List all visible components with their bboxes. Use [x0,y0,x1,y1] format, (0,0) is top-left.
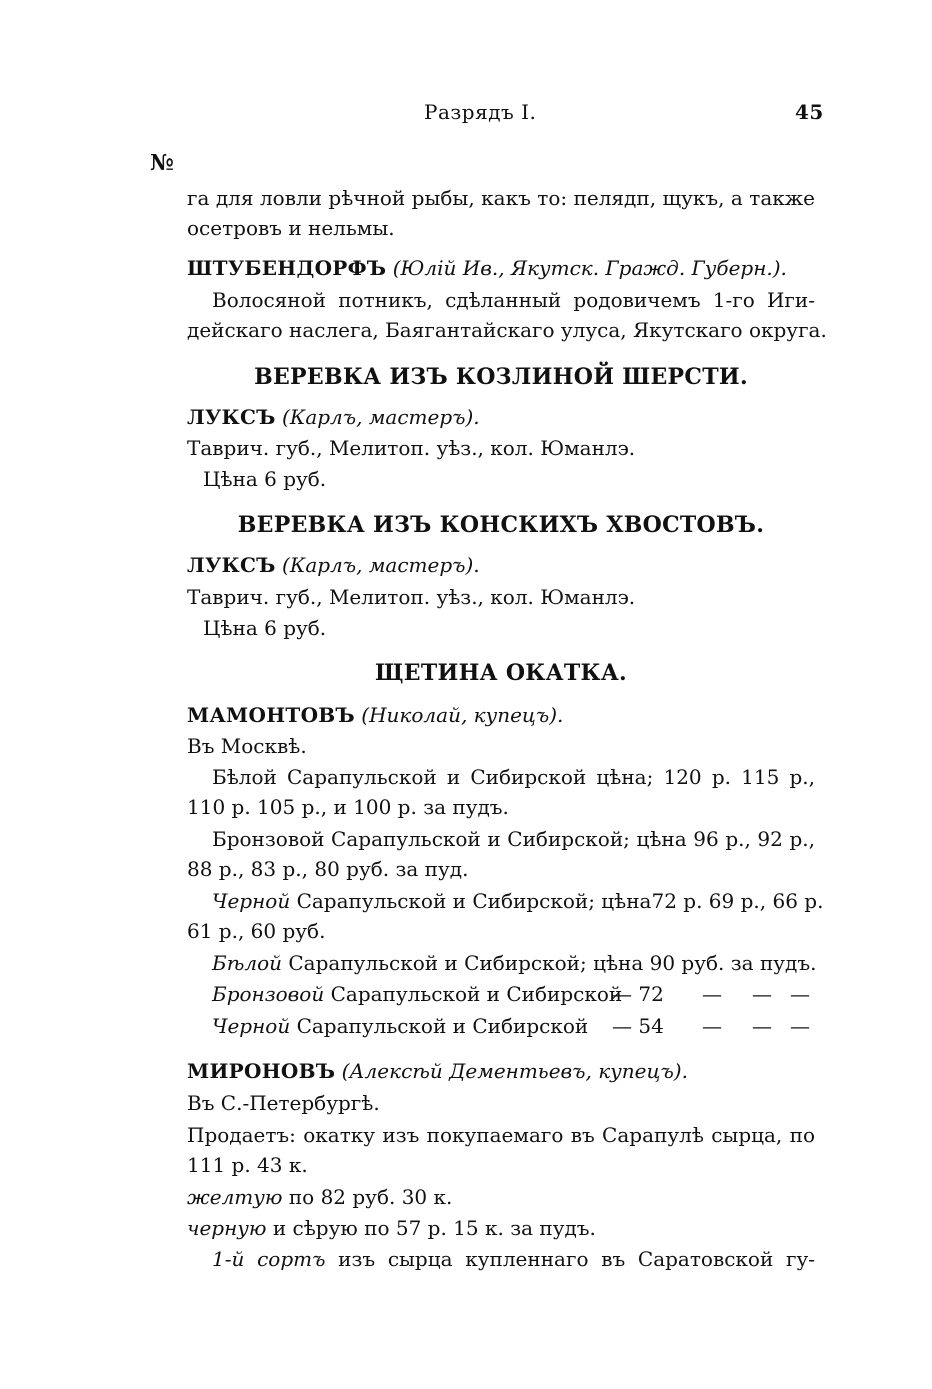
mamontov-white-2: 110 р. 105 р., и 100 р. за пудъ. [187,795,509,819]
mamontov-row-bronze [212,979,815,1009]
intro-line-2: осетровъ и нельмы. [187,216,395,240]
color-label: черную [187,1216,267,1240]
luks-place-2: Таврич. губ., Мелитоп. уѣз., кол. Юманлэ. [187,585,636,609]
exhibitor-name: ЛУКСЪ [187,553,276,577]
color-label: Черной [212,889,291,913]
color-label: Черной [212,1014,291,1038]
shtubendorf-entry [187,253,815,283]
mamontov-black-1 [212,886,824,916]
number-sign: № [150,150,174,176]
mironov-line-yellow [187,1182,815,1212]
mamontov-white-1: Бѣлой Сарапульской и Сибирской цѣна; 120 р. 115 р., [212,765,815,789]
price-value: — 54 [612,1014,664,1038]
ditto-dash: — [752,982,772,1006]
grade-label: 1-й сортъ [212,1247,326,1271]
luks-entry-2 [187,550,815,580]
exhibitor-details: (Николай, купецъ). [361,703,564,727]
price-text: по 82 руб. 30 к. [288,1185,453,1209]
section-heading-horse: ВЕРЕВКА ИЗЪ КОНСКИХЪ ХВОСТОВЪ. [237,512,765,538]
exhibitor-details: (Алексѣй Дементьевъ, купецъ). [341,1059,688,1083]
intro-line-1: га для ловли рѣчной рыбы, какъ то: пелядп, щукъ, а также [187,186,815,210]
mironov-line-1: Продаетъ: окатку изъ покупаемаго въ Сарапулѣ сырца, по [187,1123,815,1147]
mironov-line-black [187,1213,815,1243]
exhibitor-details: (Карлъ, мастеръ). [282,405,480,429]
section-heading-bristle: ЩЕТИНА ОКАТКА. [375,660,627,686]
shtubendorf-desc-1: Волосяной потникъ, сдѣланный родовичемъ 1-го Иги- [212,288,815,312]
mamontov-entry [187,700,815,730]
ditto-dash: — [790,982,810,1006]
mironov-entry [187,1056,815,1086]
price-text: Сарапульской и Сибирской; цѣна72 р. 69 р., 66 р. [296,889,824,913]
exhibitor-details: (Карлъ, мастеръ). [282,553,480,577]
exhibitor-name: МИРОНОВЪ [187,1059,336,1083]
mamontov-place: Въ Москвѣ. [187,734,307,758]
exhibitor-name: ЛУКСЪ [187,405,276,429]
exhibitor-details: (Юлій Ив., Якутск. Гражд. Губерн.). [392,256,787,280]
mamontov-bronze-1: Бронзовой Сарапульской и Сибирской; цѣна 96 р., 92 р., [212,827,815,851]
ditto-dash: — [790,1014,810,1038]
mironov-line-grade [212,1244,815,1274]
luks-price-2: Цѣна 6 руб. [203,616,327,640]
exhibitor-name: МАМОНТОВЪ [187,703,355,727]
section-heading-goat: ВЕРЕВКА ИЗЪ КОЗЛИНОЙ ШЕРСТИ. [254,364,748,390]
mamontov-row-white [212,948,815,978]
price-text: Сарапульской и Сибирской [330,982,623,1006]
luks-entry-1 [187,402,815,432]
color-label: Бронзовой [212,982,325,1006]
mamontov-black-2: 61 р., 60 руб. [187,919,326,943]
luks-price-1: Цѣна 6 руб. [203,467,327,491]
price-text: Сарапульской и Сибирской [296,1014,589,1038]
ditto-dash: — [702,1014,722,1038]
shtubendorf-desc-2: дейскаго наслега, Баягантайскаго улуса, Якутскаго округа. [187,318,827,342]
ditto-dash: — [752,1014,772,1038]
mironov-line-2: 111 р. 43 к. [187,1153,308,1177]
ditto-dash: — [702,982,722,1006]
mamontov-row-black [212,1011,815,1041]
price-text: и сѣрую по 57 р. 15 к. за пудъ. [272,1216,596,1240]
mamontov-bronze-2: 88 р., 83 р., 80 руб. за пуд. [187,857,469,881]
section-header: Разрядъ I. [424,100,537,124]
price-value: — 72 [612,982,664,1006]
grade-text: изъ сырца купленнаго въ Саратовской гу- [338,1247,816,1271]
mironov-place: Въ С.-Петербургѣ. [187,1091,380,1115]
price-text: Сарапульской и Сибирской; цѣна 90 руб. за пудъ. [288,951,817,975]
page-number: 45 [795,100,824,124]
color-label: желтую [187,1185,283,1209]
exhibitor-name: ШТУБЕНДОРФЪ [187,256,387,280]
color-label: Бѣлой [212,951,282,975]
luks-place-1: Таврич. губ., Мелитоп. уѣз., кол. Юманлэ. [187,436,636,460]
